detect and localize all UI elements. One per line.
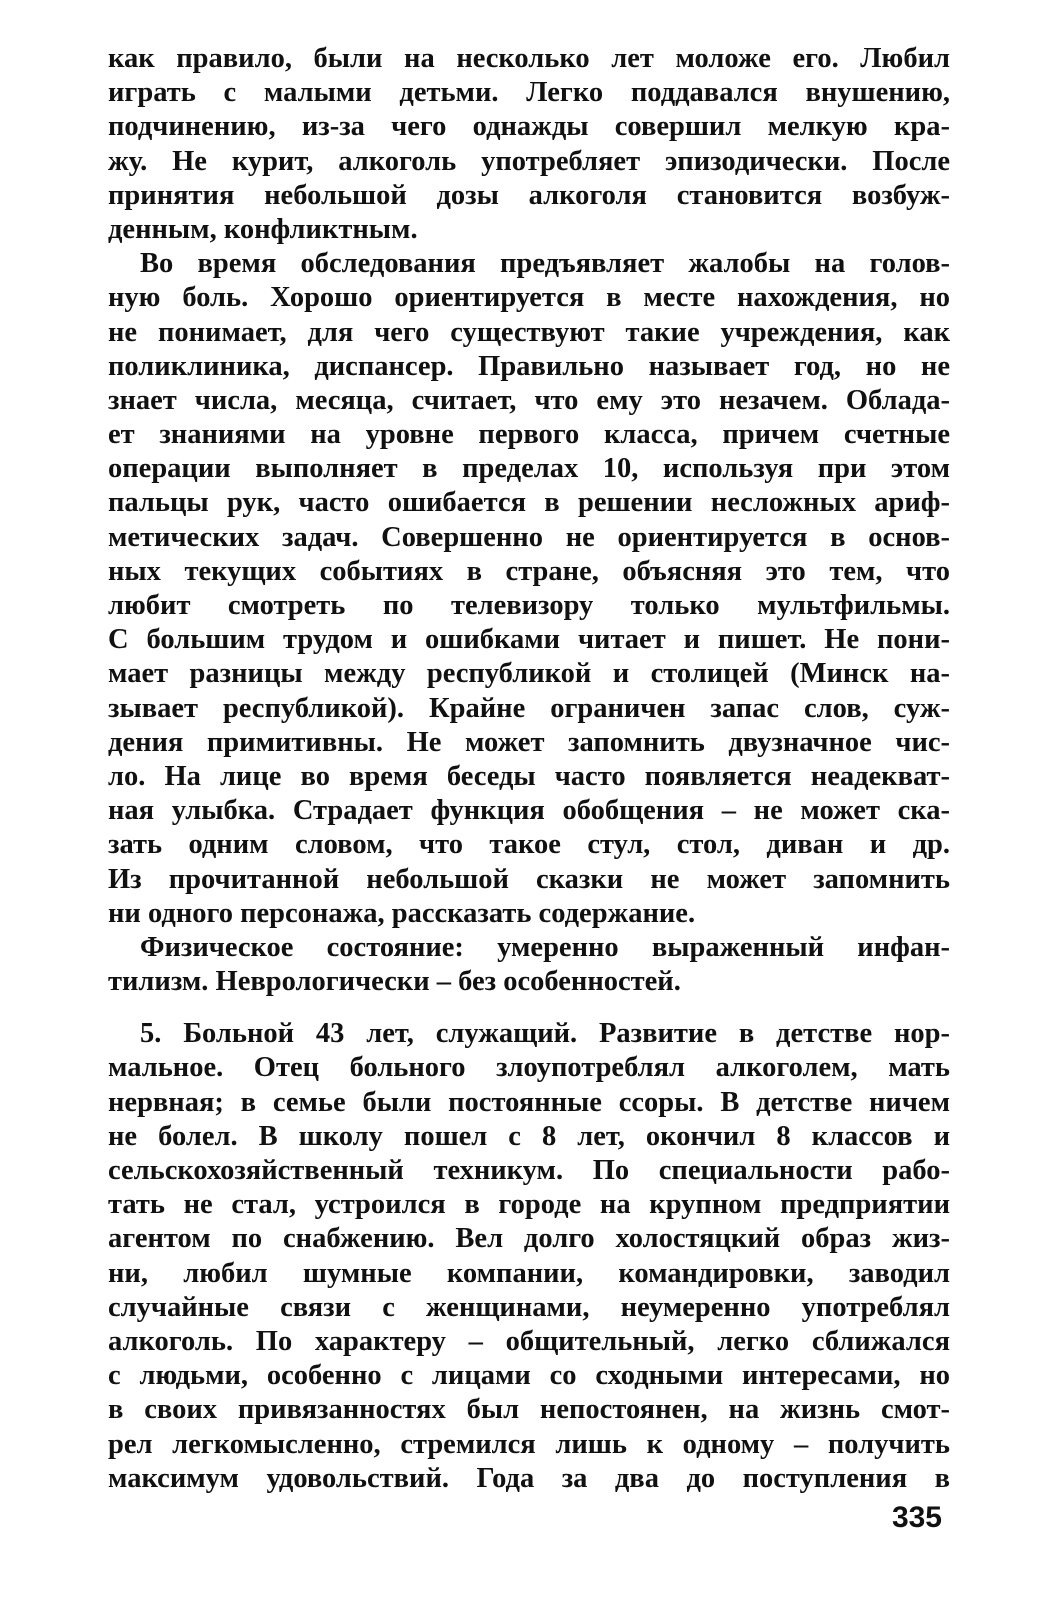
- text-line: ная улыбка. Страдает функция обобщения – не может ска-: [108, 795, 950, 827]
- text-line: сельскохозяйственный техникум. По специальности рабо-: [108, 1155, 950, 1186]
- text-line: мает разницы между республикой и столицей (Минск на-: [108, 658, 950, 690]
- text-line: С большим трудом и ошибками читает и пишет. Не пони-: [108, 624, 950, 656]
- paragraph: [108, 931, 950, 999]
- text-line: тилизм. Неврологически – без особенностей.: [108, 966, 681, 998]
- text-line: Физическое состояние: умеренно выраженный инфан-: [140, 931, 950, 963]
- text-line: ло. На лице во время беседы часто появляется неадекват-: [108, 760, 950, 792]
- text-line: мальное. Отец больного злоупотреблял алкоголем, мать: [108, 1052, 950, 1084]
- text-line: ет знаниями на уровне первого класса, причем счетные: [108, 419, 950, 451]
- text-line: ни, любил шумные компании, командировки, заводил: [108, 1257, 950, 1289]
- text-line: ную боль. Хорошо ориентируется в месте нахождения, но: [108, 282, 950, 314]
- text-line: ных текущих событиях в стране, объясняя это тем, что: [108, 555, 950, 587]
- text-line: метических задач. Совершенно не ориентируется в основ-: [108, 521, 950, 553]
- text-line: максимум удовольствий. Года за два до поступления в: [108, 1462, 950, 1494]
- text-line: подчинению, из-за чего однажды совершил мелкую кра-: [108, 111, 950, 143]
- page-number: 335: [891, 1501, 942, 1534]
- text-line: как правило, были на несколько лет моложе его. Любил: [108, 43, 950, 74]
- text-line: тать не стал, устроился в городе на крупном предприятии: [108, 1189, 950, 1221]
- paragraph: [108, 1017, 950, 1496]
- text-line: алкоголь. По характеру – общительный, легко сближался: [108, 1325, 950, 1357]
- text-line: зать одним словом, что такое стул, стол, диван и др.: [108, 829, 950, 861]
- text-line: не болел. В школу пошел с 8 лет, окончил 8 классов и: [108, 1120, 950, 1152]
- text-line: принятия небольшой дозы алкоголя становится возбуж-: [108, 179, 950, 211]
- text-line: нервная; в семье были постоянные ссоры. В детстве ничем: [108, 1086, 950, 1118]
- text-line: играть с малыми детьми. Легко поддавался внушению,: [108, 77, 950, 109]
- paragraph: [108, 247, 950, 931]
- text-line: ни одного персонажа, рассказать содержание.: [108, 897, 696, 929]
- text-line: поликлиника, диспансер. Правильно называет год, но не: [108, 350, 950, 382]
- text-line: в своих привязанностях был непостоянен, на жизнь смот-: [108, 1394, 950, 1426]
- text-line: не понимает, для чего существуют такие учреждения, как: [108, 316, 950, 348]
- text-line: Во время обследования предъявляет жалобы на голов-: [140, 248, 950, 280]
- text-line: любит смотреть по телевизору только мультфильмы.: [108, 590, 950, 621]
- paragraph: [108, 42, 950, 247]
- text-line: пальцы рук, часто ошибается в решении несложных ариф-: [108, 487, 950, 519]
- section-gap: [108, 999, 950, 1017]
- text-line: случайные связи с женщинами, неумеренно употреблял: [108, 1291, 950, 1323]
- text-line: знает числа, месяца, считает, что ему это незачем. Облада-: [108, 384, 950, 416]
- text-line: 5. Больной 43 лет, служащий. Развитие в детстве нор-: [140, 1018, 950, 1050]
- text-line: жу. Не курит, алкоголь употребляет эпизодически. После: [108, 145, 950, 177]
- body-text: [108, 42, 950, 1496]
- text-line: Из прочитанной небольшой сказки не может запомнить: [108, 863, 950, 895]
- text-line: денным, конфликтным.: [108, 213, 418, 245]
- text-line: зывает республикой). Крайне ограничен запас слов, суж-: [108, 692, 950, 724]
- text-line: рел легкомысленно, стремился лишь к одному – получить: [108, 1428, 950, 1460]
- text-line: с людьми, особенно с лицами со сходными интересами, но: [108, 1360, 950, 1392]
- text-line: операции выполняет в пределах 10, используя при этом: [108, 453, 950, 485]
- text-line: дения примитивны. Не может запомнить двузначное чис-: [108, 726, 950, 758]
- text-line: агентом по снабжению. Вел долго холостяцкий образ жиз-: [108, 1223, 950, 1255]
